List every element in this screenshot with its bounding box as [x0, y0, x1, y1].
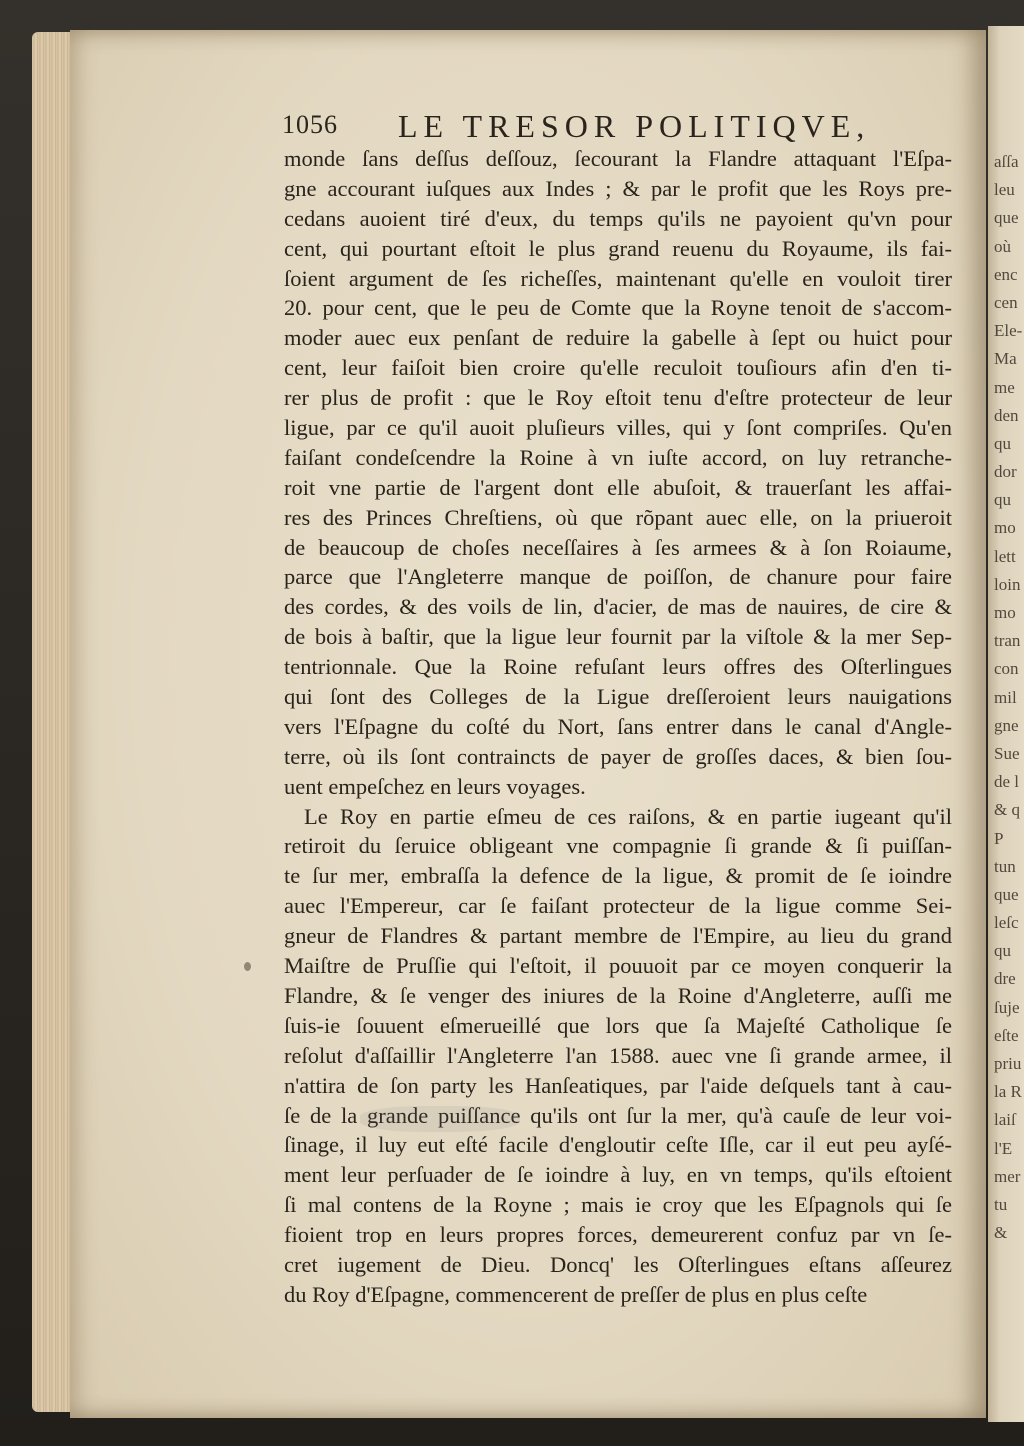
facing-page-fragment: leſc	[994, 913, 1019, 933]
text-line: cret iugement de Dieu. Doncq' les Oſterlingues eſtans aſſeurez	[284, 1251, 952, 1277]
facing-page-fragment: priu	[994, 1054, 1022, 1073]
facing-page-fragment: où	[994, 236, 1011, 256]
facing-page-fragment: mo	[994, 603, 1016, 622]
text-line: Flandre, & ſe venger des iniures de la Roine d'Angleterre, auſſi me	[284, 982, 952, 1008]
text-line: terre, où ils ſont contraincts de payer de groſſes daces, & bien ſou-	[284, 743, 952, 769]
text-line: gne accourant iuſques aux Indes ; & par le profit que les Roys pre-	[284, 175, 952, 201]
facing-page-fragment: que	[994, 208, 1019, 228]
facing-page-fragment: mo	[994, 518, 1016, 538]
facing-page-fragment: leu	[994, 180, 1015, 200]
bleed-through	[360, 1106, 520, 1132]
text-line: retiroit du ſeruice obligeant vne compagnie ſi grande & ſi puiſſan-	[284, 833, 952, 859]
text-line: 20. pour cent, que le peu de Comte que la Royne tenoit de s'accom-	[284, 295, 952, 321]
facing-page-fragment: Ele-	[994, 321, 1023, 341]
facing-page-fragment: loin	[994, 574, 1021, 594]
running-title: LE TRESOR POLITIQVE,	[398, 108, 871, 144]
facing-page-fragment: dre	[994, 969, 1016, 989]
facing-page-fragment: qu	[994, 433, 1011, 453]
ink-spot	[244, 962, 251, 971]
text-line: res des Princes Chreſtiens, où que rõpant auec elle, on la priueroit	[284, 504, 952, 530]
facing-page-fragment: mil	[994, 687, 1017, 707]
text-line: uent empeſchez en leurs voyages.	[284, 773, 586, 799]
text-line: cent, qui pourtant eſtoit le plus grand reuenu du Royaume, ils fai-	[284, 235, 952, 261]
facing-page-fragment: cen	[994, 292, 1018, 312]
facing-page-fragment: aſſa	[994, 152, 1019, 171]
facing-page-fragment: de l	[994, 772, 1020, 792]
facing-page-fragment: tun	[994, 856, 1016, 876]
text-line: te ſur mer, embraſſa la defence de la ligue, & promit de ſe ioindre	[284, 863, 952, 889]
text-line: reſolut d'aſſaillir l'Angleterre l'an 1588. auec vne ſi grande armee, il	[284, 1042, 952, 1068]
facing-page-fragment: den	[994, 405, 1019, 425]
page-number: 1056	[282, 110, 338, 139]
text-line: Maiſtre de Pruſſie qui l'eſtoit, il pouuoit par ce moyen conquerir la	[284, 953, 952, 979]
text-line: rer plus de profit : que le Roy eſtoit tenu d'eſtre protecteur de leur	[284, 385, 952, 411]
text-line: du Roy d'Eſpagne, commencerent de preſſer de plus en plus ceſte	[284, 1281, 868, 1307]
facing-page-fragment: la R	[994, 1082, 1022, 1102]
text-line: ſoient argument de ſes richeſſes, maintenant qu'elle en vouloit tirer	[284, 265, 952, 291]
facing-page-fragment: lett	[994, 546, 1016, 566]
facing-page-fragment: mer	[994, 1166, 1021, 1186]
text-line: parce que l'Angleterre manque de poiſſon, de chanure pour faire	[284, 564, 952, 590]
text-line: roit vne partie de l'argent dont elle abuſoit, & trauerſant les affai-	[284, 474, 952, 500]
text-line: cent, leur faiſoit bien croire qu'elle reculoit touſiours afin d'en ti-	[284, 355, 952, 381]
facing-page-fragment: con	[994, 659, 1019, 679]
facing-page-fragment: Ma	[994, 349, 1017, 369]
facing-page-fragment: l'E	[994, 1138, 1013, 1158]
facing-page-edge	[988, 26, 1024, 1422]
facing-page-fragment: eſte	[994, 1025, 1019, 1045]
text-line: ſe de la grande puiſſance qu'ils ont ſur la mer, qu'à cauſe de leur voi-	[284, 1102, 952, 1128]
text-line: de bois à baſtir, que la ligue leur fournit par la viſtole & la mer Sep-	[284, 624, 952, 650]
body-text	[284, 144, 952, 1310]
facing-page-fragment: que	[994, 884, 1019, 904]
facing-page-fragment: Sue	[994, 743, 1020, 763]
facing-page-fragment: qu	[994, 941, 1011, 961]
text-line: n'attira de ſon party les Hanſeatiques, par l'aide deſquels tant à cau-	[284, 1072, 952, 1098]
facing-page-fragment: tran	[994, 631, 1021, 651]
text-line: Le Roy en partie eſmeu de ces raiſons, & en partie iugeant qu'il	[304, 803, 952, 829]
text-line: ſi mal contens de la Royne ; mais ie croy que les Eſpagnols qui ſe	[284, 1192, 952, 1218]
facing-page-fragment: qu	[994, 490, 1011, 510]
text-line: fioient trop en leurs propres forces, demeurerent confuz par vn ſe-	[284, 1222, 952, 1248]
facing-page-fragment: P	[994, 828, 1004, 848]
text-line: qui ſont des Colleges de la Ligue dreſſeroient leurs nauigations	[284, 684, 952, 710]
text-line: vers l'Eſpagne du coſté du Nort, ſans entrer dans le canal d'Angle-	[284, 713, 952, 739]
text-line: tentrionnale. Que la Roine refuſant leurs offres des Oſterlingues	[284, 654, 952, 680]
page-header	[282, 108, 962, 148]
text-line: faiſant condeſcendre la Roine à vn iuſte accord, on luy retranche-	[284, 444, 952, 470]
facing-page-fragment: ſuje	[994, 997, 1020, 1017]
facing-page-fragments	[994, 148, 1024, 1247]
facing-page-fragment: me	[994, 377, 1015, 397]
text-line: ment leur perſuader de ſe ioindre à luy, en vn temps, qu'ils eſtoient	[284, 1162, 952, 1188]
text-line: de beaucoup de choſes neceſſaires à ſes armees & à ſon Roiaume,	[284, 534, 952, 560]
facing-page-fragment: gne	[994, 715, 1019, 735]
text-line: monde ſans deſſus deſſouz, ſecourant la Flandre attaquant l'Eſpa-	[284, 146, 952, 171]
facing-page-fragment: enc	[994, 264, 1018, 284]
facing-page-fragment: tu	[994, 1194, 1008, 1214]
text-line: moder auec eux penſant de reduire la gabelle à ſept ou huict pour	[284, 325, 952, 351]
text-line: gneur de Flandres & partant membre de l'Empire, au lieu du grand	[284, 923, 952, 949]
text-line: cedans auoient tiré d'eux, du temps qu'ils ne payoient qu'vn pour	[284, 205, 952, 231]
text-line: ſinage, il luy eut eſté facile d'engloutir ceſte Iſle, car il eut peu ayſé-	[284, 1132, 952, 1158]
text-line: auec l'Empereur, car ſe faiſant protecteur de la ligue comme Sei-	[284, 893, 952, 919]
facing-page-fragment: &	[994, 1223, 1008, 1243]
facing-page-fragment: laiſ	[994, 1110, 1016, 1130]
text-line: des cordes, & des voils de lin, d'acier, de mas de nauires, de cire &	[284, 594, 952, 620]
facing-page-fragment: & q	[994, 800, 1020, 820]
facing-page-fragment: dor	[994, 462, 1017, 482]
text-line: ſuis-ie ſouuent eſmerueillé que lors que ſa Majeſté Catholique ſe	[284, 1012, 952, 1038]
text-line: ligue, par ce qu'il auoit pluſieurs villes, qui y ſont compriſes. Qu'en	[284, 415, 952, 441]
